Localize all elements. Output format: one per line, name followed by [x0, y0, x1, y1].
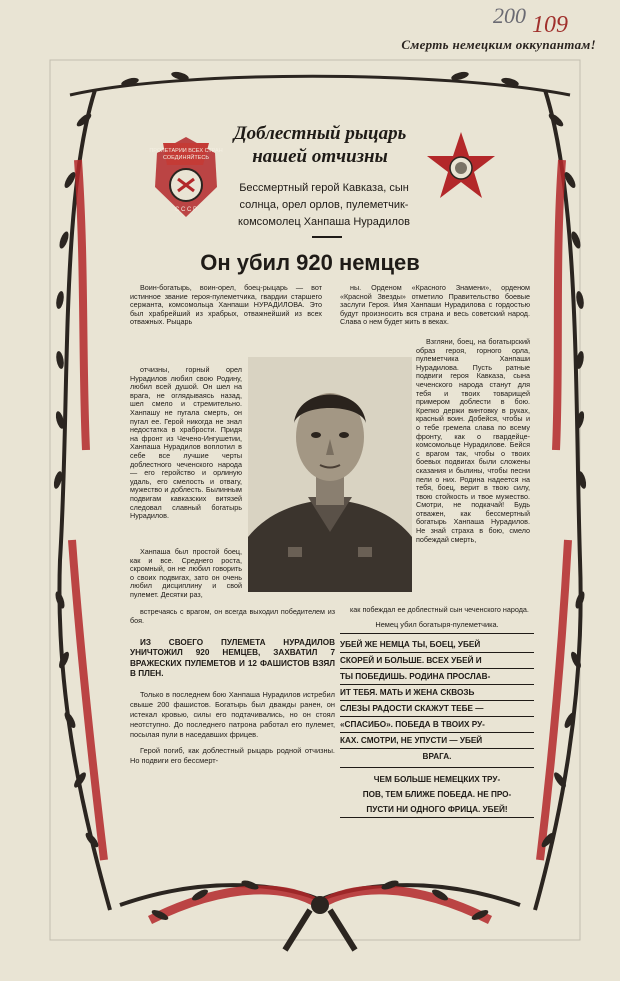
article-left-top [130, 284, 322, 327]
call-final-line: ПУСТИ НИ ОДНОГО ФРИЦА. УБЕЙ! [366, 805, 508, 814]
slogan: Смерть немецким оккупантам! [401, 37, 596, 52]
article-right-foot [340, 606, 532, 615]
archive-number-note: 200 [493, 3, 526, 28]
article-bottom-left [130, 690, 335, 772]
call-label: Немец убил богатыря-пулеметчика. [375, 620, 499, 629]
call-line: СКОРЕЙ И БОЛЬШЕ. ВСЕХ УБЕЙ И [340, 653, 534, 669]
call-line: СЛЕЗЫ РАДОСТИ СКАЖУТ ТЕБЕ — [340, 701, 534, 717]
article-left-mid-text: отчизны, горный орел Нурадилов любил свою Родину, любил всей душой. Он шел на врага, не оглядываясь назад, шел смело и стремительно. Ханпашу не пугала смерть, он пугал ее. Герой никогда не знал недостатка в храбрости. Придя на фронт из Чечено-Ингушетии, Ханпаша Нурадилов воплотил в себе все лучшие черты доблестного чеченского народа — его геройство и орлиную удаль, его смелость и отвагу, мужество и доблесть. Былинным подвигам кавказских витязей следовал славный богатырь Нурадилов. [130, 365, 242, 521]
call-final-line: ПОВ, ТЕМ БЛИЖЕ ПОБЕДА. НЕ ПРО- [362, 790, 512, 799]
subtitle-line-3: комсомолец Ханпаша Нурадилов [238, 216, 410, 228]
feat-summary-text: ИЗ СВОЕГО ПУЛЕМЕТА НУРАДИЛОВ УНИЧТОЖИЛ 920 НЕМЦЕВ, ЗАХВАТИЛ 7 ВРАЖЕСКИХ ПУЛЕМЕТОВ И 12 ФАШИСТОВ ВЗЯЛ В ПЛЕН. [130, 638, 335, 679]
article-right-mid [416, 338, 530, 544]
article-right-mid-text: Взгляни, боец, на богатырский образ героя, горного орла, пулеметчика Ханпаши Нурадилова. Пусть ратные подвиги героя Кавказа, сына чеченского народа станут для тебя и твоих товарищей примером доблести в бою. Крепко держи винтовку в руках, красный воин. Добейся, чтобы и о тебе гремела слава по всему фронту, как о гвардейце-комсомольце Нурадилове. Бейся с врагом так, чтобы о твоих боевых подвигах были сложены сказания и былины, чтобы песни пели о них. Родина надеется на тебя, боец, верит в твою силу, твою стойкость и твое мужество. Смотри, не подкачай! Будь отважен, как бессмертный богатырь Ханпаша Нурадилов. Не знай страха в бою, смело побеждай смерть, [416, 337, 530, 544]
article-left-foot [130, 608, 335, 625]
title-line-2: нашей отчизны [252, 146, 388, 167]
article-left-low [130, 548, 242, 600]
call-final [340, 772, 534, 818]
title-line-1: Доблестный рыцарь [233, 123, 407, 144]
article-left-foot-text: встречаясь с врагом, он всегда выходил победителем из боя. [130, 607, 335, 625]
article-bottom-para-1: Только в последнем бою Ханпаша Нурадилов истребил свыше 200 фашистов. Богатырь был дважды ранен, он истекал кровью, силы его подтачивались, но он стоял неотступно. До последнего патрона работал его пулемет, посылая пули в наседавших фрицев. [130, 690, 335, 739]
article-left-low-text: Ханпаша был простой боец, как и все. Среднего роста, скромный, он не любил говорить о своих подвигах, зато он очень любил дисциплину и свой пулемет. Десятки раз, [130, 547, 242, 599]
hero-portrait [248, 357, 412, 592]
article-left-mid [130, 366, 242, 521]
article-left-top-text: Воин-богатырь, воин-орел, боец-рыцарь — вот истинное звание героя-пулеметчика, гвардии старшего сержанта, комсомольца Ханпаши НУРАДИЛОВА. Это был храбрейший из храбрых, отважнейший из всех отважных. Рыцарь [130, 283, 322, 327]
article-bottom-para-2: Герой погиб, как доблестный рыцарь родной отчизны. Но подвиги его бессмерт- [130, 746, 335, 765]
call-line: КАХ. СМОТРИ, НЕ УПУСТИ — УБЕЙ [340, 733, 534, 749]
subtitle-line-1: Бессмертный герой Кавказа, сын [239, 182, 409, 194]
call-line: ИТ ТЕБЯ. МАТЬ И ЖЕНА СКВОЗЬ [340, 685, 534, 701]
article-right-top [340, 284, 530, 327]
article-right-top-text: ны. Орденом «Красного Знамени», орденом «Красной Звезды» отметило Правительство боевые заслуги Героя. Имя Ханпаши Нурадилова с гордостью будут произносить вся страна и весь советский народ. Слава о нем будет жить в веках. [340, 283, 530, 327]
headline: Он убил 920 немцев [200, 250, 420, 275]
title-divider [312, 236, 342, 238]
call-box [340, 633, 534, 768]
call-line: ТЫ ПОБЕДИШЬ. РОДИНА ПРОСЛАВ- [340, 669, 534, 685]
badge-motto: ПРОЛЕТАРИИ ВСЕХ СТРАН [149, 148, 223, 154]
call-line: ВРАГА. [422, 752, 452, 761]
call-line: «СПАСИБО». ПОБЕДА В ТВОИХ РУ- [340, 717, 534, 733]
subtitle-line-2: солнца, орел орлов, пулеметчик- [239, 199, 409, 211]
badge-motto-2: СОЕДИНЯЙТЕСЬ [163, 155, 209, 161]
feat-summary [130, 638, 335, 680]
archive-page-note: 109 [532, 12, 568, 38]
badge-abbr: С С С Р [174, 207, 198, 213]
article-right-foot-text: как побеждал ее доблестный сын чеченского народа. [350, 605, 529, 614]
leaflet-subtitle [224, 180, 424, 231]
leaflet-title [200, 122, 440, 168]
call-to-action [340, 620, 534, 818]
call-line: УБЕЙ ЖЕ НЕМЦА ТЫ, БОЕЦ, УБЕЙ [340, 637, 534, 653]
call-final-line: ЧЕМ БОЛЬШЕ НЕМЕЦКИХ ТРУ- [373, 775, 501, 784]
